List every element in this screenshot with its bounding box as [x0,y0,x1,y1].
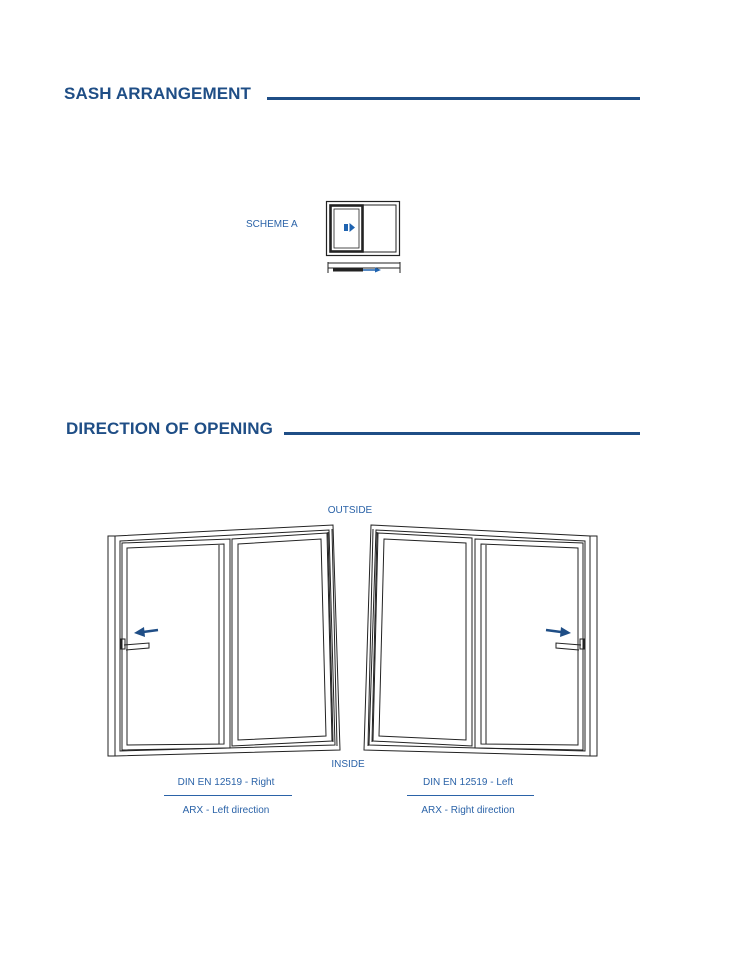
right-caption-divider [407,795,534,796]
sash-arrangement-title: SASH ARRANGEMENT [64,84,252,103]
right-arx-label: ARX - Right direction [421,805,515,816]
right-din-label: DIN EN 12519 - Left [422,777,514,788]
right-window-handle [556,639,584,650]
inside-label: INSIDE [331,759,365,770]
left-din-label: DIN EN 12519 - Right [177,777,275,788]
scheme-a-label: SCHEME A [246,219,298,230]
outside-label: OUTSIDE [327,505,373,516]
left-caption-divider [164,795,292,796]
direction-of-opening-title: DIRECTION OF OPENING [66,419,273,438]
arrow-right-icon [546,627,571,637]
left-arx-label: ARX - Left direction [182,805,270,816]
